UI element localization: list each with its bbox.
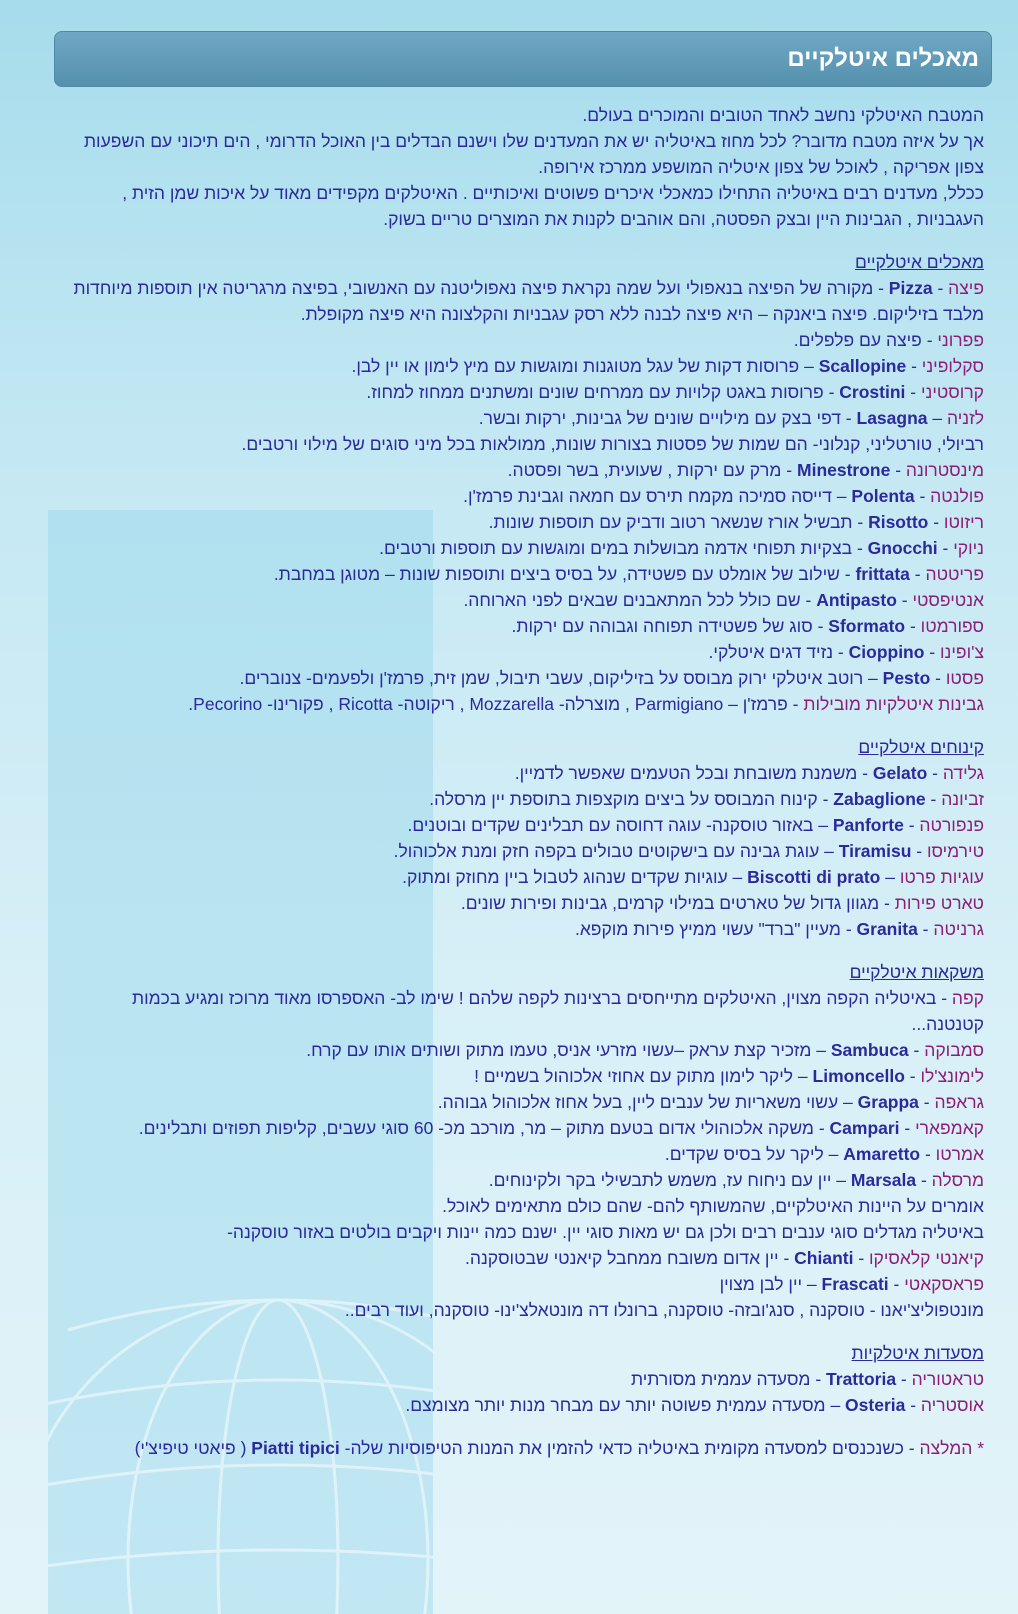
item-latin-name: Lasagna	[856, 408, 928, 428]
item-description: ליקר על בסיס שקדים.	[664, 1144, 824, 1164]
item-latin-name: Risotto	[868, 512, 929, 532]
tip-text: כשנכנסים למסעדה מקומית באיטליה כדאי להזמין את המנות הטיפוסיות שלה-	[339, 1438, 904, 1458]
item-term: צ'ופינו	[940, 642, 984, 662]
tip-note: * המלצה - כשנכנסים למסעדה מקומית באיטליה כדאי להזמין את המנות הטיפוסיות שלה- Piatti tipici ( פיאטי טיפיצ'י)	[134, 1438, 984, 1458]
list-item: פולנטה - Polenta – דייסה סמיכה מקמח תירס עם חמאה וגבינת פרמז'ן.	[463, 486, 984, 506]
list-item: פנפורטה - Panforte – באזור טוסקנה- עוגה דחוסה עם תבלינים שקדים ובוטנים.	[407, 815, 984, 835]
item-description: עשוי משאריות של ענבים ליין, בעל אחוז אלכוהול גבוהה.	[437, 1092, 839, 1112]
list-item: פפרוני - פיצה עם פלפלים.	[793, 330, 984, 350]
item-description: ליקר לימון מתוק עם אחוזי אלכוהול בשמיים !	[474, 1066, 794, 1086]
list-item: טראטוריה - Trattoria - מסעדה עממית מסורתית	[631, 1369, 984, 1389]
item-description: רביולי, טורטליני, קנלוני- הם שמות של פסטות בצורות שונות, ממולאות בכל מיני סוגים של מילוי ורטבים.	[241, 434, 984, 454]
list-item: אמרטו - Amaretto – ליקר על בסיס שקדים.	[664, 1144, 984, 1164]
item-latin-name: Gnocchi	[867, 538, 938, 558]
item-description: מעיין "ברד" עשוי ממיץ פירות מוקפא.	[574, 919, 841, 939]
tip-label: * המלצה	[919, 1438, 984, 1458]
item-description: פרוסות באגט קלויות עם ממרחים שונים ומשתנים ממחוז למחוז.	[366, 382, 824, 402]
item-term: פראסקאטי	[904, 1274, 984, 1294]
item-latin-name: Sformato	[828, 616, 906, 636]
section-title: קינוחים איטלקיים	[858, 737, 984, 757]
list-item: גלידה - Gelato - משמנת משובחת ובכל הטעמים שאפשר לדמיין.	[514, 763, 984, 783]
item-description: בצקיות תפוחי אדמה מבושלות במים ומוגשות עם תוספות ורטבים.	[379, 538, 853, 558]
item-term: טירמיסו	[926, 841, 984, 861]
item-description: סוג של פשטידה תפוחה וגבוהה עם ירקות.	[511, 616, 813, 636]
list-item: עוגיות פרטו – Biscotti di prato – עוגיות שקדים שנהוג לטבול ביין מחוזק ומתוק.	[402, 867, 984, 887]
item-description: מסעדה עממית מסורתית	[631, 1369, 811, 1389]
item-latin-name: Biscotti di prato	[747, 867, 881, 887]
list-item: זביונה - Zabaglione - קינוח המבוסס על ביצים מוקצפות בתוספת יין מרסלה.	[429, 789, 984, 809]
item-latin-name: Pesto	[882, 668, 931, 688]
list-item: פסטו - Pesto – רוטב איטלקי ירוק מבוסס על בזיליקום, עשבי תיבול, שמן זית, פרמז'ן ולפעמים- צנוברים.	[239, 668, 984, 688]
item-description: מזכיר קצת עראק –עשוי מזרעי אניס, טעמו מתוק ושותים אותו עם קרח.	[306, 1040, 812, 1060]
list-item	[60, 431, 984, 457]
list-item: טירמיסו - Tiramisu – עוגת גבינה עם בישקוטים טבולים בקפה חזק ומנת אלכוהול.	[393, 841, 984, 861]
item-description: יין אדום משובח ממחבל קיאנטי שבטוסקנה.	[465, 1248, 779, 1268]
item-term: קרוסטיני	[920, 382, 984, 402]
item-latin-name: Tiramisu	[838, 841, 912, 861]
item-term: אנטיפסטי	[912, 590, 984, 610]
item-description: יין לבן מצוין	[719, 1274, 803, 1294]
item-term: מינסטרונה	[905, 460, 984, 480]
item-term: זביונה	[941, 789, 984, 809]
intro-paragraph: אך על איזה מטבח מדובר? לכל מחוז באיטליה יש את המעדנים שלו וישנם הבדלים בין האוכל הדרומי , הים תיכוני עם השפעות צפון אפריקה , לאוכל של צפון איטליה המושפע ממרכז אירופה.	[83, 131, 984, 177]
item-term: גראפה	[934, 1092, 984, 1112]
item-description: קינוח המבוסס על ביצים מוקצפות בתוספת יין מרסלה.	[429, 789, 818, 809]
item-term: גרניטה	[933, 919, 984, 939]
item-latin-name: Minestrone	[797, 460, 891, 480]
list-item: אוסטריה - Osteria – מסעדה עממית פשוטה יותר עם מבחר מנות יותר מצומצם.	[405, 1395, 984, 1415]
item-description: מרק עם ירקות , שעועית, בשר ופסטה.	[507, 460, 782, 480]
item-description: מסעדה עממית פשוטה יותר עם מבחר מנות יותר מצומצם.	[405, 1395, 826, 1415]
item-description: מגוון גדול של טארטים במילוי קרמים, גבינות ופירות שונים.	[460, 893, 880, 913]
item-term: עוגיות פרטו	[899, 867, 984, 887]
list-item	[60, 1219, 984, 1245]
list-item: צ'ופינו - Cioppino - נזיד דגים איטלקי.	[708, 642, 984, 662]
item-latin-name: Zabaglione	[833, 789, 926, 809]
list-item: פריטטה - frittata - שילוב של אומלט עם פשטידה, על בסיס ביצים ותוספות שונות – מטוגן במחבת.	[273, 564, 984, 584]
intro-paragraph: המטבח האיטלקי נחשב לאחד הטובים והמוכרים בעולם.	[582, 105, 984, 125]
item-term: ספורמטו	[920, 616, 984, 636]
item-description: משקה אלכוהולי אדום בטעם מתוק – מר, מורכב מכ- 60 סוגי עשבים, קליפות תפוזים ותבלינים.	[138, 1118, 814, 1138]
item-description: דייסה סמיכה מקמח תירס עם חמאה וגבינת פרמז'ן.	[463, 486, 832, 506]
item-latin-name: Pizza	[888, 278, 933, 298]
item-term: לימונצ'לו	[920, 1066, 984, 1086]
item-description: מקורה של הפיצה בנאפולי ועל שמה נקראת פיצה נאפוליטנה עם האנשובי, בפיצה מרגריטה אין תוספות מיוחדות מלבד בזיליקום. פיצה ביאנקה – היא פיצה לבנה ללא רסק עגבניות והקלצונה היא פיצה מקופלת.	[73, 278, 984, 324]
item-latin-name: Panforte	[832, 815, 904, 835]
item-term: סמבוקה	[924, 1040, 984, 1060]
item-term: אוסטריה	[920, 1395, 984, 1415]
item-latin-name: Cioppino	[848, 642, 925, 662]
tip-latin-name: Piatti tipici	[251, 1438, 340, 1458]
item-description: משמנת משובחת ובכל הטעמים שאפשר לדמיין.	[514, 763, 858, 783]
item-latin-name: Scallopine	[818, 356, 907, 376]
list-item: מינסטרונה - Minestrone - מרק עם ירקות , שעועית, בשר ופסטה.	[507, 460, 984, 480]
list-item: ניוקי - Gnocchi - בצקיות תפוחי אדמה מבושלות במים ומוגשות עם תוספות ורטבים.	[379, 538, 984, 558]
list-item: לימונצ'לו - Limoncello – ליקר לימון מתוק עם אחוזי אלכוהול בשמיים !	[474, 1066, 984, 1086]
item-latin-name: Antipasto	[816, 590, 897, 610]
item-latin-name: Grappa	[857, 1092, 919, 1112]
item-term: פנפורטה	[919, 815, 984, 835]
item-latin-name: Osteria	[845, 1395, 906, 1415]
item-description: עוגיות שקדים שנהוג לטבול ביין מחוזק ומתוק.	[402, 867, 728, 887]
item-term: טראטוריה	[911, 1369, 984, 1389]
item-term: פיצה	[948, 278, 984, 298]
item-latin-name: Marsala	[850, 1170, 917, 1190]
item-latin-name: frittata	[855, 564, 910, 584]
item-term: קפה	[951, 988, 984, 1008]
item-term: מרסלה	[931, 1170, 984, 1190]
list-item: טארט פירות - מגוון גדול של טארטים במילוי קרמים, גבינות ופירות שונים.	[460, 893, 984, 913]
item-description: רוטב איטלקי ירוק מבוסס על בזיליקום, עשבי תיבול, שמן זית, פרמז'ן ולפעמים- צנוברים.	[239, 668, 864, 688]
list-item	[60, 1297, 984, 1323]
list-item: סמבוקה - Sambuca – מזכיר קצת עראק –עשוי מזרעי אניס, טעמו מתוק ושותים אותו עם קרח.	[306, 1040, 984, 1060]
item-term: טארט פירות	[894, 893, 984, 913]
item-description: שם כולל לכל המתאבנים שבאים לפני הארוחה.	[463, 590, 801, 610]
item-description: מונטפוליצ'יאנו - טוסקנה , סנג'ובזה- טוסקנה, ברונלו דה מונטאלצ'ינו- טוסקנה, ועוד רבים..	[344, 1300, 984, 1320]
item-description: יין עם ניחוח עז, משמש לתבשילי בקר ולקינוחים.	[488, 1170, 832, 1190]
page-title: מאכלים איטלקיים	[787, 45, 979, 72]
list-item: פראסקאטי - Frascati – יין לבן מצוין	[719, 1274, 984, 1294]
page-header	[54, 31, 992, 87]
item-latin-name: Sambuca	[830, 1040, 909, 1060]
item-term: פריטטה	[925, 564, 984, 584]
list-item: ריזוטו - Risotto - תבשיל אורז שנשאר רטוב ודביק עם תוספות שונות.	[488, 512, 984, 532]
intro-paragraph: ככלל, מעדנים רבים באיטליה התחילו כמאכלי איכרים פשוטים ואיכותיים . האיטלקים מקפידים מאוד על איכות שמן הזית , העגבניות , הגבינות היין ובצק הפסטה, והם אוהבים לקנות את המוצרים טריים בשוק.	[122, 183, 984, 229]
list-item: גראפה - Grappa – עשוי משאריות של ענבים ליין, בעל אחוז אלכוהול גבוהה.	[437, 1092, 984, 1112]
item-latin-name: Gelato	[872, 763, 928, 783]
item-term: פפרוני	[937, 330, 984, 350]
list-item	[60, 1193, 984, 1219]
item-term: גבינות איטלקיות מובילות	[803, 694, 984, 714]
list-item: פיצה - Pizza - מקורה של הפיצה בנאפולי ועל שמה נקראת פיצה נאפוליטנה עם האנשובי, בפיצה מרגריטה אין תוספות מיוחדות מלבד בזיליקום. פיצה ביאנקה – היא פיצה לבנה ללא רסק עגבניות והקלצונה היא פיצה מקופלת.	[73, 278, 984, 324]
item-term: ריזוטו	[943, 512, 984, 532]
item-description: אומרים על היינות האיטלקיים, שהמשותף להם- שהם כולם מתאימים לאוכל.	[442, 1196, 984, 1216]
item-description: עוגת גבינה עם בישקוטים טבולים בקפה חזק ומנת אלכוהול.	[393, 841, 820, 861]
item-latin-name: Trattoria	[826, 1369, 897, 1389]
item-latin-name: Campari	[829, 1118, 900, 1138]
section-title: מסעדות איטלקיות	[851, 1343, 984, 1363]
list-item: גרניטה - Granita - מעיין "ברד" עשוי ממיץ פירות מוקפא.	[574, 919, 984, 939]
list-item: מרסלה - Marsala – יין עם ניחוח עז, משמש לתבשילי בקר ולקינוחים.	[488, 1170, 984, 1190]
item-term: ניוקי	[953, 538, 984, 558]
article-body	[60, 102, 984, 1461]
item-term: סקלופיני	[921, 356, 984, 376]
item-term: קאמפארי	[915, 1118, 984, 1138]
list-item: קאמפארי - Campari - משקה אלכוהולי אדום בטעם מתוק – מר, מורכב מכ- 60 סוגי עשבים, קליפות תפוזים ותבלינים.	[138, 1118, 984, 1138]
item-latin-name: Granita	[856, 919, 918, 939]
item-term: פסטו	[945, 668, 984, 688]
item-description: שילוב של אומלט עם פשטידה, על בסיס ביצים ותוספות שונות – מטוגן במחבת.	[273, 564, 840, 584]
item-description: באזור טוסקנה- עוגה דחוסה עם תבלינים שקדים ובוטנים.	[407, 815, 814, 835]
list-item: קפה - באיטליה הקפה מצוין, האיטלקים מתייחסים ברצינות לקפה שלהם ! שימו לב- האספרסו מאוד מרוכז ומגיע בכמות קטנטנה...	[132, 988, 984, 1034]
section-title: משקאות איטלקיים	[849, 962, 984, 982]
item-description: תבשיל אורז שנשאר רטוב ודביק עם תוספות שונות.	[488, 512, 853, 532]
item-latin-name: Polenta	[851, 486, 915, 506]
item-latin-name: Crostini	[839, 382, 906, 402]
list-item: סקלופיני - Scallopine – פרוסות דקות של עגל מטוגנות ומוגשות עם מיץ לימון או יין לבן.	[351, 356, 984, 376]
list-item: קיאנטי קלאסיקו - Chianti - יין אדום משובח ממחבל קיאנטי שבטוסקנה.	[465, 1248, 984, 1268]
item-term: קיאנטי קלאסיקו	[869, 1248, 984, 1268]
list-item: אנטיפסטי - Antipasto - שם כולל לכל המתאבנים שבאים לפני הארוחה.	[463, 590, 984, 610]
item-term: אמרטו	[935, 1144, 984, 1164]
item-description: נזיד דגים איטלקי.	[708, 642, 834, 662]
item-description: באיטליה הקפה מצוין, האיטלקים מתייחסים ברצינות לקפה שלהם ! שימו לב- האספרסו מאוד מרוכז ומגיע בכמות קטנטנה...	[132, 988, 984, 1034]
list-item: ספורמטו - Sformato - סוג של פשטידה תפוחה וגבוהה עם ירקות.	[511, 616, 984, 636]
item-latin-name: Chianti	[794, 1248, 854, 1268]
item-description: דפי בצק עם מילויים שונים של גבינות, ירקות ובשר.	[478, 408, 841, 428]
list-item: גבינות איטלקיות מובילות - פרמז'ן – Parmigiano , מוצרלה- Mozzarella , ריקוטה- Ricotta , פקורינו- Pecorino.	[188, 694, 984, 714]
item-term: גלידה	[942, 763, 984, 783]
tip-transliteration: ( פיאטי טיפיצ'י)	[134, 1438, 252, 1458]
item-description: פרמז'ן – Parmigiano , מוצרלה- Mozzarella , ריקוטה- Ricotta , פקורינו- Pecorino.	[188, 694, 788, 714]
item-term: פולנטה	[930, 486, 984, 506]
item-latin-name: Frascati	[821, 1274, 889, 1294]
item-latin-name: Amaretto	[843, 1144, 921, 1164]
item-latin-name: Limoncello	[812, 1066, 905, 1086]
item-description: פיצה עם פלפלים.	[793, 330, 922, 350]
list-item: קרוסטיני - Crostini - פרוסות באגט קלויות עם ממרחים שונים ומשתנים ממחוז למחוז.	[366, 382, 984, 402]
section-title: מאכלים איטלקיים	[854, 252, 984, 272]
item-description: פרוסות דקות של עגל מטוגנות ומוגשות עם מיץ לימון או יין לבן.	[351, 356, 800, 376]
item-description: באיטליה מגדלים סוגי ענבים רבים ולכן גם יש מאות סוגי יין. ישנם כמה יינות ויקבים בולטים באזור טוסקנה-	[227, 1222, 984, 1242]
list-item: לזניה – Lasagna - דפי בצק עם מילויים שונים של גבינות, ירקות ובשר.	[478, 408, 984, 428]
item-term: לזניה	[946, 408, 984, 428]
